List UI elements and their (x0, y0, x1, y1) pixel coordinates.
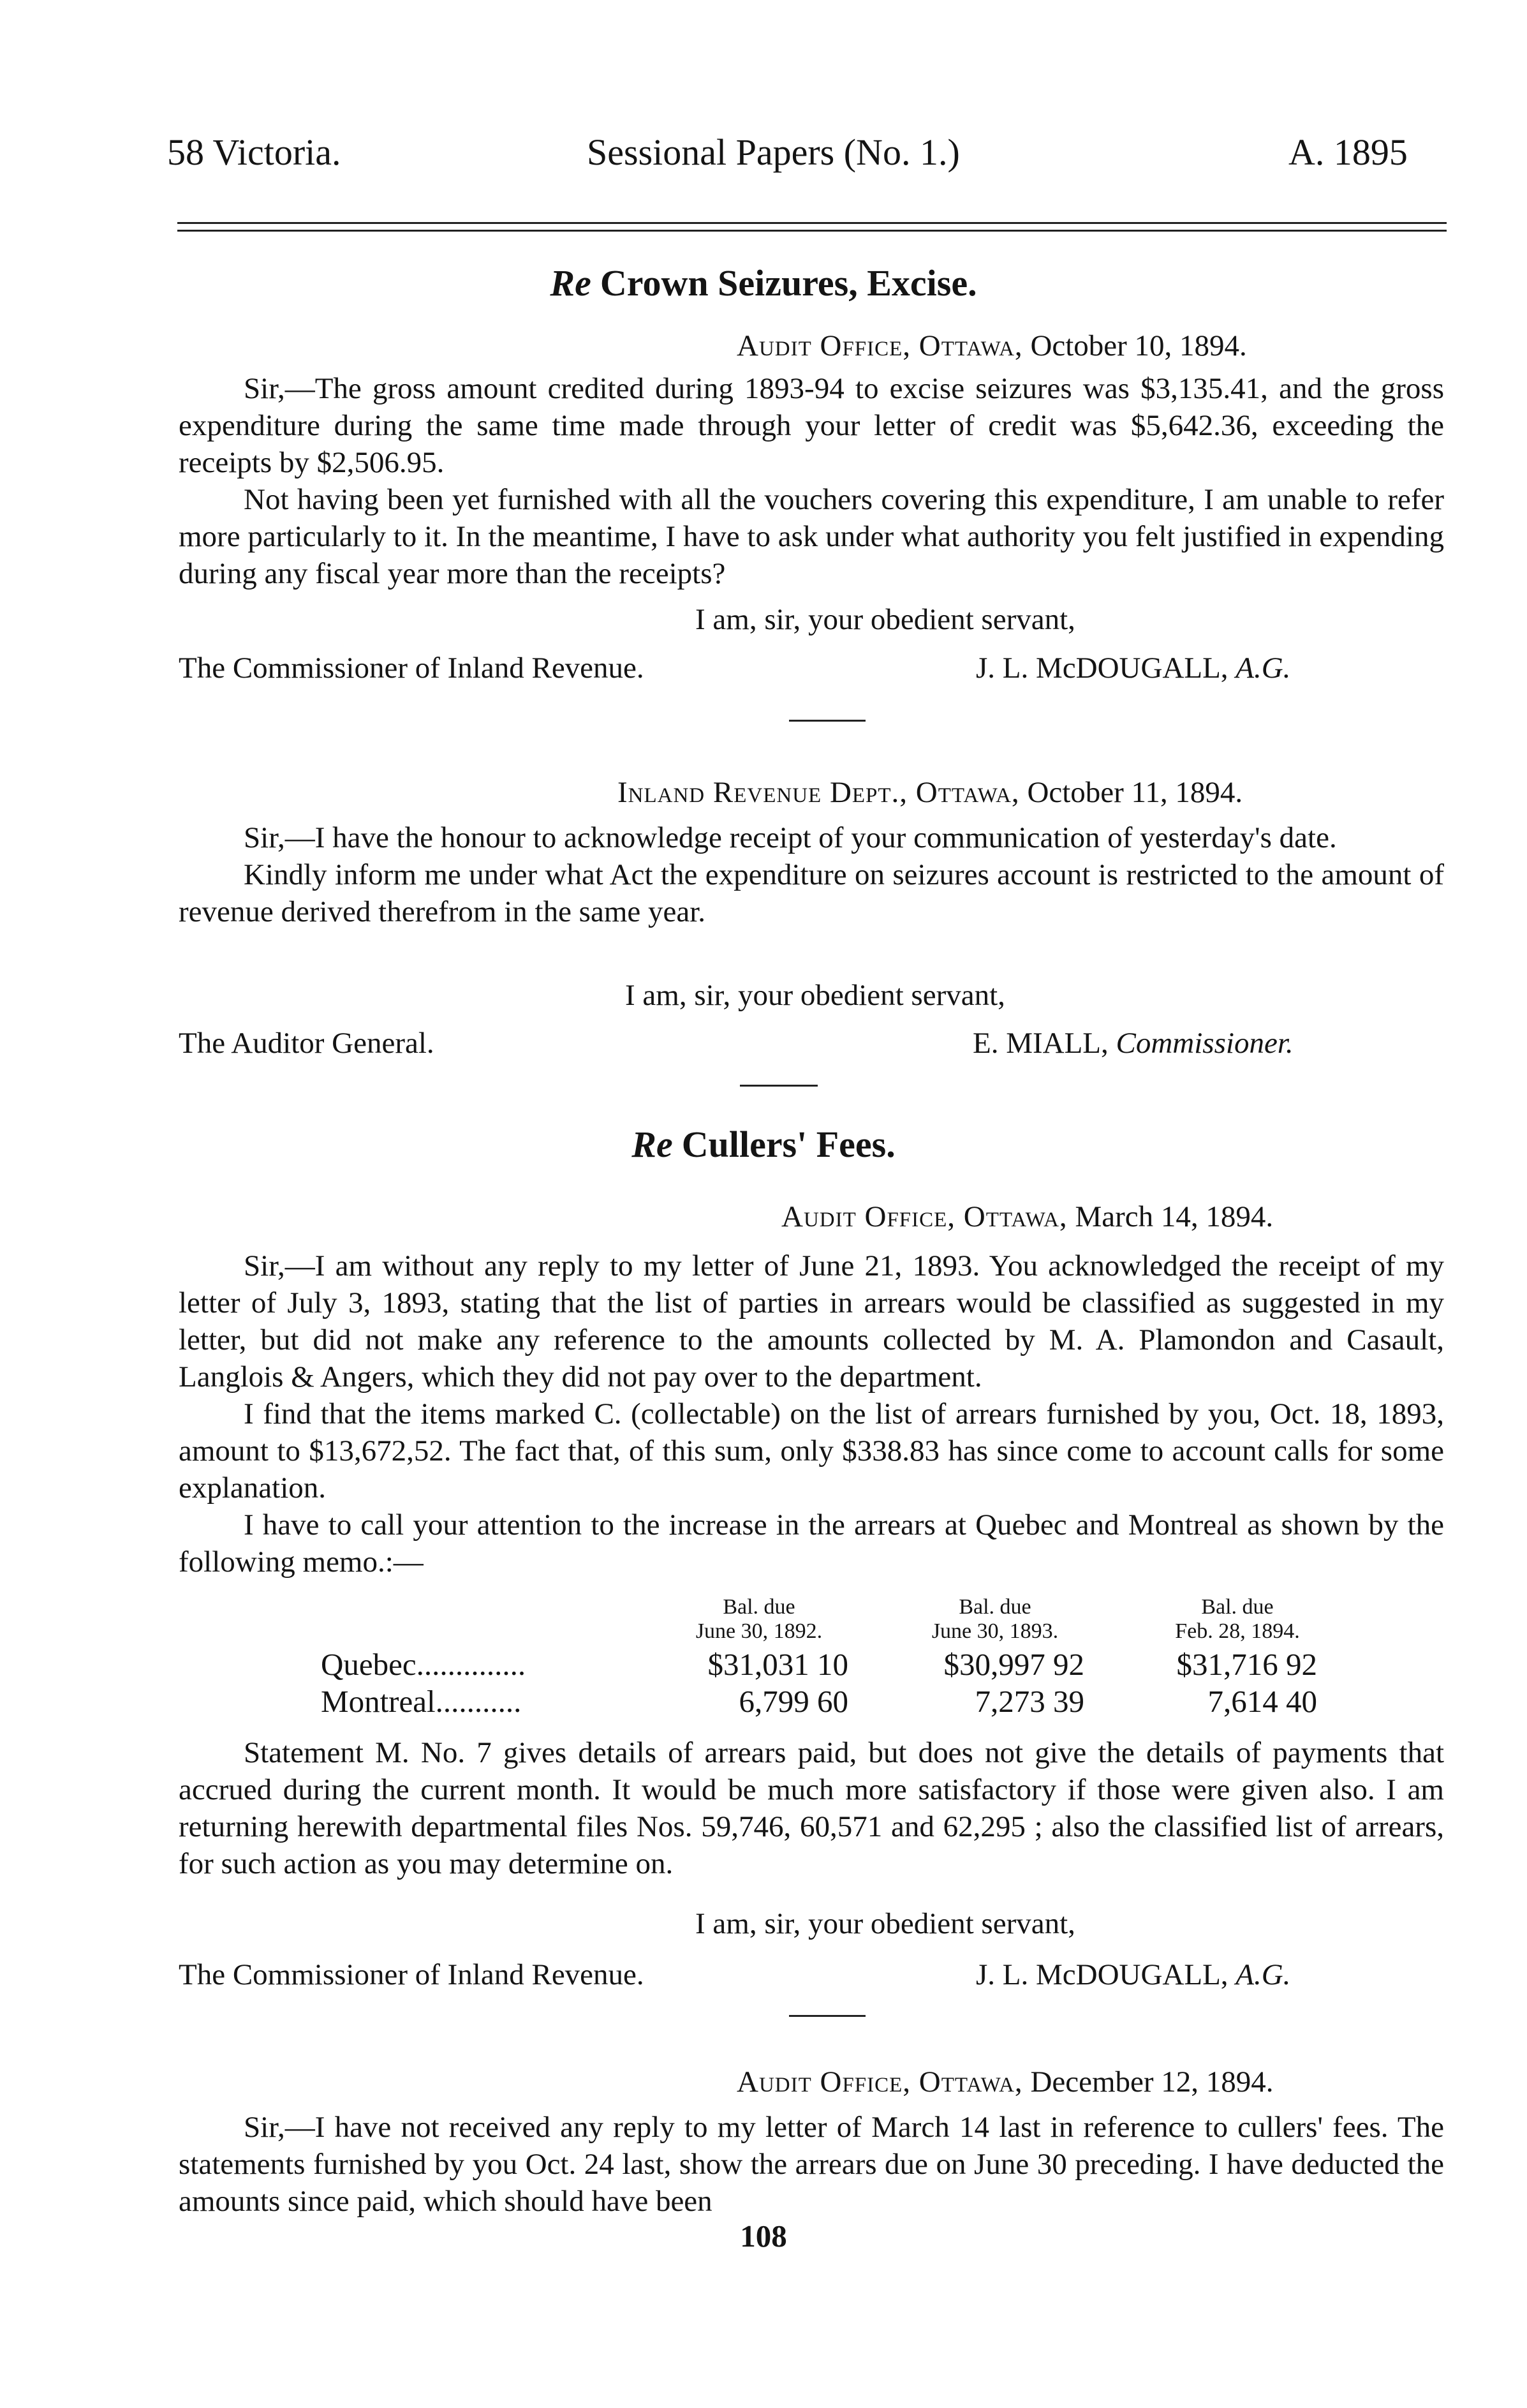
row-label-text: Quebec (321, 1647, 417, 1682)
letter-paragraph: Statement M. No. 7 gives details of arrears paid, but does not give the details of payments that accrued during the current month. It would be much more satisfactory if those were given also. I am returning herewith departmental files Nos. 59,746, 60,571 and 62,295 ; also the classified list of arrears, for such action as you may determine on. (179, 1736, 1444, 1880)
table-column-header (1142, 1595, 1333, 1644)
header-year: A. 1895 (1288, 131, 1408, 173)
table-cell: $30,997 92 (943, 1647, 1084, 1682)
letter-closing: I am, sir, your obedient servant, (695, 1907, 1075, 1940)
letter-dateline (781, 1200, 1273, 1234)
letter-body (179, 1247, 1444, 1580)
letter-date: December 12, 1894. (1030, 2065, 1274, 2099)
table-cell: 7,273 39 (975, 1684, 1084, 1719)
header-rule-bottom (177, 230, 1447, 232)
letter-paragraph: Sir,—The gross amount credited during 1893-94 to excise seizures was $3,135.41, and the gross expenditure during the same time made through your letter of credit was $5,642.36, exceeding the receipts by $2,506.95. (179, 372, 1444, 479)
letter-closing: I am, sir, your obedient servant, (695, 603, 1075, 636)
signature-name: E. MIALL, (973, 1027, 1109, 1060)
header-title: Sessional Papers (No. 1.) (587, 131, 960, 173)
letter-paragraph: Sir,—I am without any reply to my letter of June 21, 1893. You acknowledged the receipt of my letter of July 3, 1893, stating that the list of parties in arrears would be classified as suggested in my letter, but did not make any reference to the amounts collected by M. A. Plamondon and Casault, Langlois & Angers, which they did not pay over to the department. (179, 1249, 1444, 1394)
column-header-line: Bal. due (1201, 1595, 1274, 1619)
section-title-prefix: Re (631, 1124, 673, 1165)
table-column-header (893, 1595, 1097, 1644)
section-title-crown-seizures (0, 262, 1527, 304)
column-header-line: June 30, 1892. (695, 1619, 823, 1643)
signature-title: A.G. (1236, 651, 1291, 685)
page-number: 108 (740, 2218, 787, 2254)
table-cell: $31,716 92 (1176, 1647, 1317, 1682)
letter-dateline (617, 775, 1243, 810)
column-header-line: June 30, 1893. (931, 1619, 1059, 1643)
table-column-header (663, 1595, 855, 1644)
letter-date: October 11, 1894. (1027, 776, 1243, 809)
table-cell: $31,031 10 (707, 1647, 848, 1682)
letter-paragraph: I find that the items marked C. (collectable) on the list of arrears furnished by you, Oct. 18, 1893, amount to $13,672,52. The fact that, of this sum, only $338.83 has since come to account calls for some explanation. (179, 1397, 1444, 1505)
header-rule-top (177, 222, 1447, 224)
table-row-label (321, 1683, 521, 1720)
letter-paragraph: Not having been yet furnished with all the vouchers covering this expenditure, I am unable to refer more particularly to it. In the meantime, I have to ask under what authority you felt justified in expending during any fiscal year more than the receipts? (179, 483, 1444, 590)
separator-rule (789, 2015, 866, 2017)
letter-signature (976, 651, 1290, 685)
dot-leader: .............. (416, 1647, 526, 1682)
letter-recipient: The Auditor General. (179, 1027, 434, 1060)
table-cell: 6,799 60 (739, 1684, 848, 1719)
table-row-label (321, 1646, 526, 1683)
letter-closing: I am, sir, your obedient servant, (625, 979, 1005, 1012)
letter-body (179, 2109, 1444, 2220)
section-title-cullers-fees (0, 1123, 1527, 1166)
header-volume: 58 Victoria. (167, 131, 341, 173)
letter-recipient: The Commissioner of Inland Revenue. (179, 651, 644, 685)
letter-body (179, 1734, 1444, 1882)
letter-paragraph: Sir,—I have not received any reply to my letter of March 14 last in reference to cullers' fees. The statements furnished by you Oct. 24 last, show the arrears due on June 30 preceding. I have deducted the amounts since paid, which should have been (179, 2111, 1444, 2218)
signature-title: A.G. (1236, 1958, 1291, 1991)
letter-dateline (737, 329, 1247, 363)
letter-body (179, 370, 1444, 592)
column-header-line: Bal. due (959, 1595, 1031, 1619)
signature-title: Commissioner. (1116, 1027, 1294, 1060)
column-header-line: Feb. 28, 1894. (1175, 1619, 1300, 1643)
separator-rule (789, 720, 866, 722)
dot-leader: ........... (435, 1684, 522, 1719)
letter-date: March 14, 1894. (1075, 1200, 1274, 1233)
letter-date: October 10, 1894. (1030, 329, 1247, 362)
letter-office: Audit Office, Ottawa, (737, 329, 1023, 362)
letter-dateline (737, 2065, 1274, 2099)
letter-office: Audit Office, Ottawa, (781, 1200, 1068, 1233)
letter-paragraph: Kindly inform me under what Act the expenditure on seizures account is restricted to the amount of revenue derived therefrom in the same year. (179, 858, 1444, 928)
letter-office: Inland Revenue Dept., Ottawa, (617, 776, 1020, 809)
letter-body (179, 819, 1444, 930)
row-label-text: Montreal (321, 1684, 436, 1719)
column-header-line: Bal. due (723, 1595, 795, 1619)
letter-paragraph: I have to call your attention to the increase in the arrears at Quebec and Montreal as shown by the following memo.:— (179, 1508, 1444, 1579)
table-cell: 7,614 40 (1207, 1684, 1317, 1719)
letter-paragraph: Sir,—I have the honour to acknowledge receipt of your communication of yesterday's date. (244, 821, 1337, 854)
letter-signature (976, 1958, 1290, 1992)
section-title-text: Cullers' Fees. (681, 1124, 896, 1165)
letter-signature (973, 1026, 1294, 1060)
section-title-text: Crown Seizures, Excise. (600, 262, 977, 304)
separator-rule (740, 1085, 818, 1087)
letter-recipient: The Commissioner of Inland Revenue. (179, 1958, 644, 1991)
letter-office: Audit Office, Ottawa, (737, 2065, 1023, 2099)
signature-name: J. L. McDOUGALL, (976, 651, 1228, 685)
signature-name: J. L. McDOUGALL, (976, 1958, 1228, 1991)
section-title-prefix: Re (550, 262, 591, 304)
